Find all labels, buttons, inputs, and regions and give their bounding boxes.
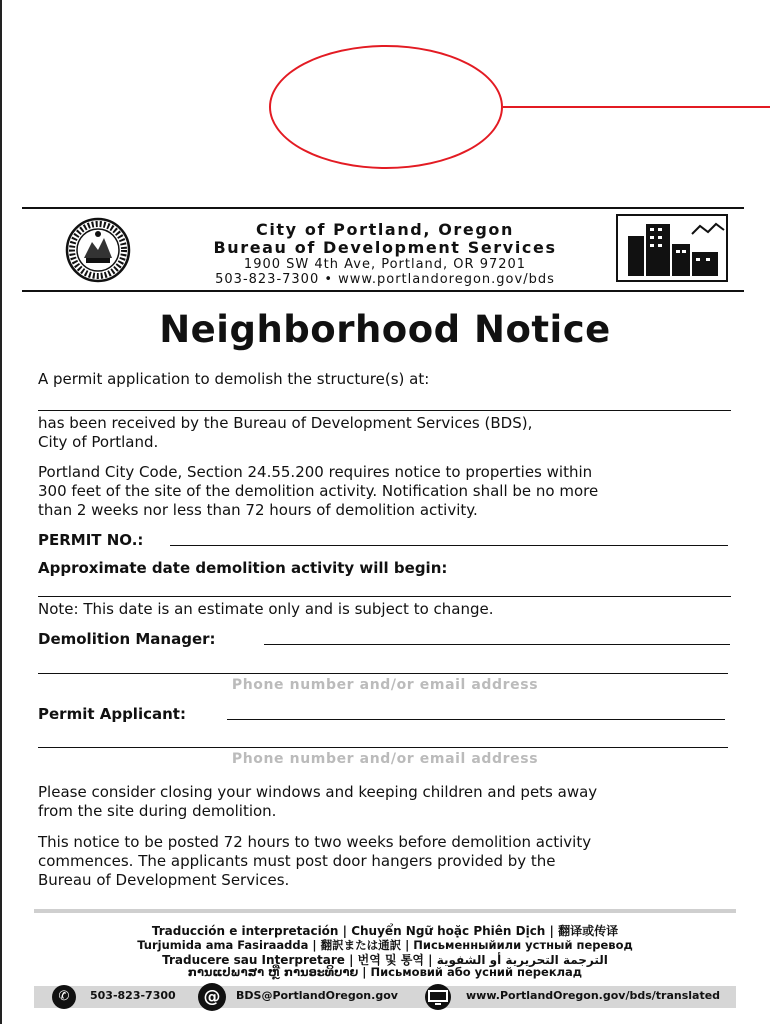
manager-label: Demolition Manager: <box>38 630 216 648</box>
address-line <box>38 410 731 411</box>
phone-icon: ✆ <box>52 985 76 1009</box>
buildings-logo <box>616 214 728 282</box>
at-sign-icon: @ <box>198 983 226 1011</box>
translation-line-3: Traducere sau Interpretare | 번역 및 통역 | الترجمة التحريرية أو الشفوية <box>162 953 608 967</box>
applicant-hint: Phone number and/or email address <box>231 751 539 767</box>
date-label: Approximate date demolition activity will begin: <box>38 559 448 577</box>
applicant-label: Permit Applicant: <box>38 705 186 723</box>
city-seal-logo <box>34 216 162 284</box>
header-bottom-rule <box>22 290 744 292</box>
manager-contact-line <box>38 673 728 674</box>
permit-line <box>170 545 728 546</box>
code-text-3: than 2 weeks nor less than 72 hours of demolition activity. <box>38 501 478 519</box>
header-address: 1900 SW 4th Ave, Portland, OR 97201 <box>243 257 527 272</box>
header-contact: 503-823-7300 • www.portlandoregon.gov/bds <box>215 272 555 287</box>
code-text-2: 300 feet of the site of the demolition activity. Notification shall be no more <box>38 482 599 500</box>
door-hanger-hole <box>269 45 503 169</box>
monitor-icon <box>418 984 458 1010</box>
permit-label: PERMIT NO.: <box>38 531 144 549</box>
received-text-1: has been received by the Bureau of Development Services (BDS), <box>38 414 533 432</box>
received-text-2: City of Portland. <box>38 433 159 451</box>
post-text-2: commences. The applicants must post door hangers provided by the <box>38 852 556 870</box>
header-bureau: Bureau of Development Services <box>213 238 557 257</box>
consider-text-2: from the site during demolition. <box>38 802 277 820</box>
applicant-contact-line <box>38 747 728 748</box>
footer-email[interactable]: BDS@PortlandOregon.gov <box>236 989 398 1002</box>
footer-web[interactable]: www.PortlandOregon.gov/bds/translated <box>466 989 721 1002</box>
manager-line <box>264 644 730 645</box>
translation-rule <box>34 909 736 913</box>
date-note: Note: This date is an estimate only and is subject to change. <box>38 600 494 618</box>
header-top-rule <box>22 207 744 209</box>
date-line <box>38 596 731 597</box>
applicant-line <box>227 719 725 720</box>
door-hanger-slit <box>503 106 770 108</box>
post-text-3: Bureau of Development Services. <box>38 871 290 889</box>
left-border <box>0 0 2 1024</box>
manager-hint: Phone number and/or email address <box>231 677 539 693</box>
post-text-1: This notice to be posted 72 hours to two weeks before demolition activity <box>38 833 592 851</box>
header-city: City of Portland, Oregon <box>255 220 514 239</box>
consider-text-1: Please consider closing your windows and keeping children and pets away <box>38 783 598 801</box>
intro-text: A permit application to demolish the structure(s) at: <box>38 370 430 388</box>
code-text-1: Portland City Code, Section 24.55.200 requires notice to properties within <box>38 463 593 481</box>
footer-phone: 503-823-7300 <box>90 989 176 1002</box>
translation-line-2: Turjumida ama Fasiraadda | 翻訳または通訳 | Письменныйили устный перевод <box>137 938 633 952</box>
page-title: Neighborhood Notice <box>159 308 611 351</box>
translation-line-1: Traducción e interpretación | Chuyển Ngữ hoặc Phiên Dịch | 翻译或传译 <box>151 924 619 938</box>
translation-line-4: ການແປພາສາ ຫຼື ການອະທິບາຍ | Письмовий або усний переклад <box>187 965 583 979</box>
